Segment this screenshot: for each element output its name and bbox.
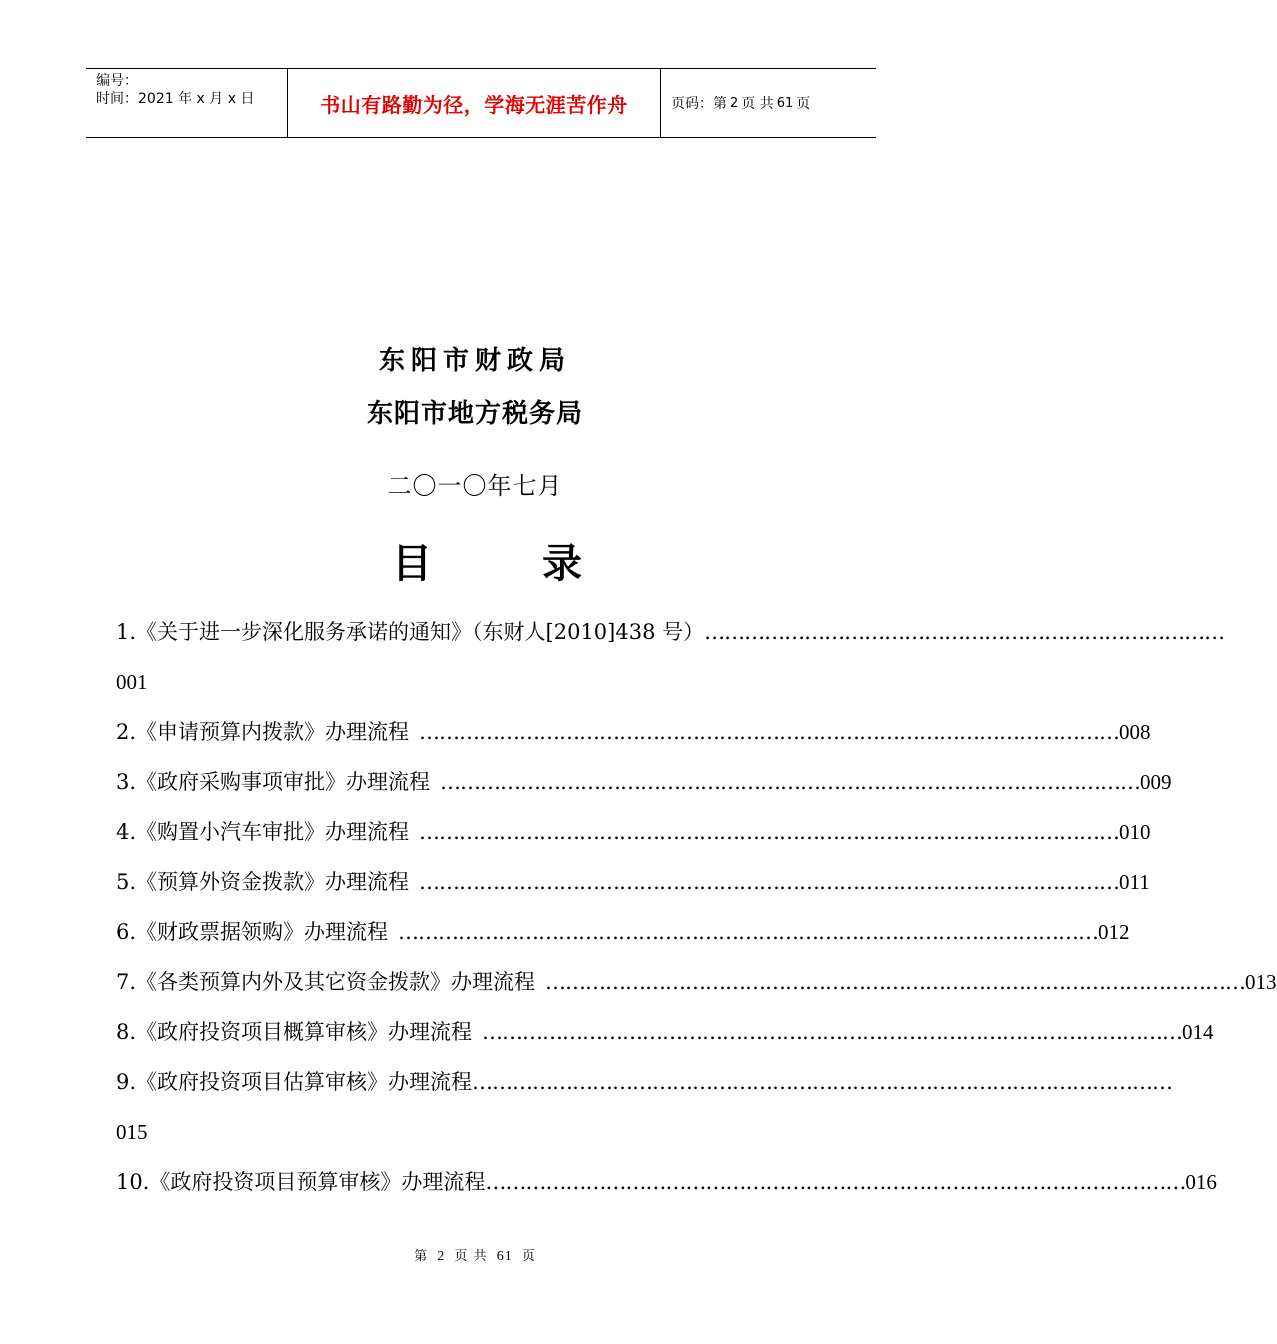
toc-entry[interactable]	[116, 918, 1130, 946]
toc-entry[interactable]	[116, 718, 1151, 746]
header-page-current: 2	[730, 95, 739, 111]
toc-entry[interactable]	[116, 618, 1225, 646]
toc-leader-dots: ……………………………………………………………………………………………	[419, 870, 1120, 894]
toc-entry-label: 2.《申请预算内拨款》办理流程	[116, 720, 410, 744]
toc-entry[interactable]	[116, 1168, 1217, 1196]
toc-entry-page: 013	[1245, 970, 1277, 994]
header-page-info	[661, 69, 876, 137]
page-footer	[0, 1245, 950, 1265]
footer-page-current: 2	[437, 1249, 446, 1264]
toc-entry-label: 7.《各类预算内外及其它资金拨款》办理流程	[116, 970, 536, 994]
toc-entry-page: 016	[1185, 1170, 1217, 1194]
toc-leader-dots: ……………………………………………………………………	[704, 620, 1225, 644]
toc-entry[interactable]	[116, 868, 1150, 896]
toc-heading-char-1: 目	[392, 541, 432, 587]
toc-entry-page: 009	[1140, 770, 1172, 794]
toc-leader-dots: ……………………………………………………………………………………………	[472, 1070, 1173, 1094]
toc-entry-label: 4.《购置小汽车审批》办理流程	[116, 820, 410, 844]
document-time-label: 时间：2021 年 x 月 x 日	[96, 91, 255, 107]
document-number-label: 编号：	[96, 73, 138, 89]
footer-suffix: 页	[521, 1249, 536, 1264]
toc-entry-page: 014	[1182, 1020, 1214, 1044]
toc-leader-dots: ……………………………………………………………………………………………	[419, 720, 1120, 744]
toc-leader-dots: ……………………………………………………………………………………………	[485, 1170, 1186, 1194]
page-header	[86, 68, 876, 138]
toc-leader-dots: ……………………………………………………………………………………………	[440, 770, 1141, 794]
toc-entry-label: 3.《政府采购事项审批》办理流程	[116, 770, 431, 794]
header-motto: 书山有路勤为径，学海无涯苦作舟	[288, 69, 661, 137]
toc-entry-label: 5.《预算外资金拨款》办理流程	[116, 870, 410, 894]
toc-entry-page[interactable]: 015	[116, 1120, 148, 1144]
toc-entry[interactable]	[116, 1068, 1173, 1096]
toc-entry[interactable]	[116, 818, 1151, 846]
toc-entry-label: 6.《财政票据领购》办理流程	[116, 920, 389, 944]
footer-middle: 页 共	[454, 1249, 488, 1264]
toc-entry-page: 011	[1119, 870, 1150, 894]
toc-entry-label: 9.《政府投资项目估算审核》办理流程	[116, 1070, 473, 1094]
document-date: 二〇一〇年七月	[387, 472, 563, 500]
footer-page-total: 61	[496, 1249, 513, 1264]
toc-leader-dots: ……………………………………………………………………………………………	[419, 820, 1120, 844]
toc-entry[interactable]	[116, 968, 1277, 996]
toc-entry-label: 8.《政府投资项目概算审核》办理流程	[116, 1020, 473, 1044]
org-title-tax-bureau: 东阳市地方税务局	[366, 399, 583, 429]
toc-entry-page: 012	[1098, 920, 1130, 944]
toc-entry-page[interactable]: 001	[116, 670, 148, 694]
toc-entry-label: 10.《政府投资项目预算审核》办理流程	[116, 1170, 486, 1194]
toc-leader-dots: ……………………………………………………………………………………………	[398, 920, 1099, 944]
toc-leader-dots: ……………………………………………………………………………………………	[545, 970, 1246, 994]
toc-entry-page: 008	[1119, 720, 1151, 744]
footer-prefix: 第	[414, 1249, 429, 1264]
header-page-total: 61	[776, 95, 794, 111]
header-page-suffix: 页	[796, 96, 811, 112]
org-title-finance-bureau: 东阳市财政局	[378, 346, 571, 376]
toc-leader-dots: ……………………………………………………………………………………………	[482, 1020, 1183, 1044]
toc-heading-char-2: 录	[542, 541, 582, 587]
header-meta	[86, 69, 288, 137]
toc-entry-page: 010	[1119, 820, 1151, 844]
toc-entry[interactable]	[116, 1018, 1214, 1046]
toc-entry-label: 1.《关于进一步深化服务承诺的通知》（东财人[2010]438 号）	[116, 620, 705, 644]
toc-heading	[392, 532, 582, 589]
toc-entry[interactable]	[116, 768, 1172, 796]
header-page-prefix: 页码：第	[671, 96, 727, 112]
header-page-middle: 页 共	[741, 96, 774, 112]
